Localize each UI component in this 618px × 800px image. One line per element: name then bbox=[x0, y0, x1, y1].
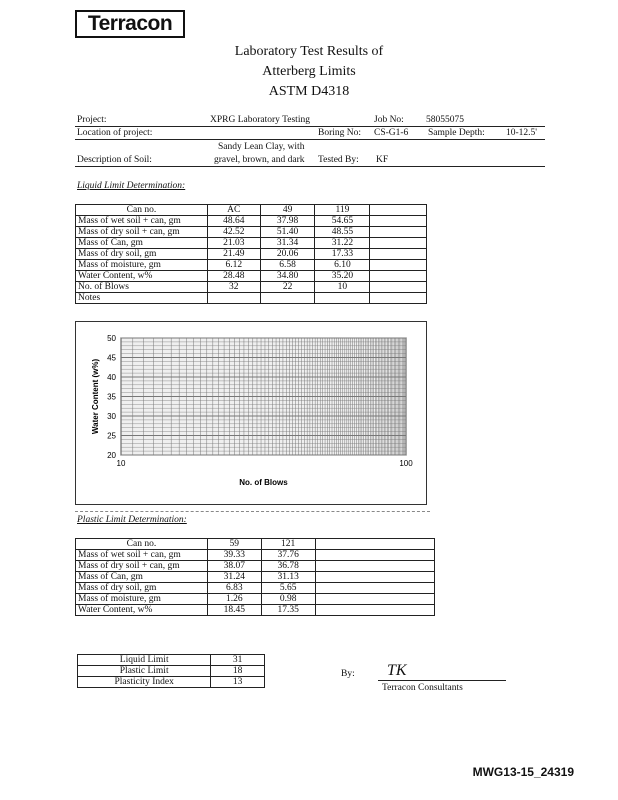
table-cell: Can no. bbox=[76, 539, 208, 550]
table-cell: 5.65 bbox=[261, 583, 315, 594]
table-cell bbox=[315, 550, 434, 561]
table-cell bbox=[315, 539, 434, 550]
y-tick-label: 20 bbox=[107, 451, 116, 460]
table-cell bbox=[315, 583, 434, 594]
depth-label: Sample Depth: bbox=[428, 128, 485, 138]
table-cell: 35.20 bbox=[315, 271, 370, 282]
table-cell bbox=[370, 238, 427, 249]
table-cell: 39.33 bbox=[207, 550, 261, 561]
table-cell: 36.78 bbox=[261, 561, 315, 572]
project-value: XPRG Laboratory Testing bbox=[210, 115, 310, 125]
header-rule-1 bbox=[75, 126, 545, 127]
table-row bbox=[76, 293, 427, 304]
table-cell: 6.58 bbox=[260, 260, 315, 271]
table-cell: 6.10 bbox=[315, 260, 370, 271]
table-cell bbox=[207, 293, 260, 304]
job-label: Job No: bbox=[374, 115, 404, 125]
y-tick-label: 45 bbox=[107, 353, 116, 363]
table-cell bbox=[370, 282, 427, 293]
table-cell: 54.65 bbox=[315, 216, 370, 227]
table-row bbox=[76, 227, 427, 238]
table-cell: 17.35 bbox=[261, 605, 315, 616]
table-cell: 31.34 bbox=[260, 238, 315, 249]
liquid-limit-table bbox=[75, 204, 427, 304]
table-cell: 20.06 bbox=[260, 249, 315, 260]
soil-description-line-2: gravel, brown, and dark bbox=[214, 155, 305, 165]
plastic-limit-section-title: Plastic Limit Determination: bbox=[77, 515, 187, 525]
table-cell: Mass of wet soil + can, gm bbox=[76, 216, 208, 227]
flow-curve-chart bbox=[76, 322, 426, 504]
table-row bbox=[76, 249, 427, 260]
table-cell: 28.48 bbox=[207, 271, 260, 282]
table-cell: 121 bbox=[261, 539, 315, 550]
table-cell: 18 bbox=[211, 666, 265, 677]
table-cell: 10 bbox=[315, 282, 370, 293]
signature-initials: TK bbox=[387, 662, 407, 679]
table-cell: 42.52 bbox=[207, 227, 260, 238]
x-tick-label: 10 bbox=[116, 459, 126, 468]
table-cell: 31 bbox=[211, 655, 265, 666]
table-cell: Liquid Limit bbox=[78, 655, 211, 666]
atterberg-summary-table bbox=[77, 654, 265, 688]
table-cell: Mass of dry soil + can, gm bbox=[76, 561, 208, 572]
table-row bbox=[76, 605, 435, 616]
table-cell: 59 bbox=[207, 539, 261, 550]
table-cell: 37.98 bbox=[260, 216, 315, 227]
table-cell: Mass of dry soil, gm bbox=[76, 249, 208, 260]
table-header-row bbox=[76, 205, 427, 216]
table-row bbox=[76, 282, 427, 293]
table-cell bbox=[370, 216, 427, 227]
table-cell: 21.03 bbox=[207, 238, 260, 249]
description-label: Description of Soil: bbox=[77, 155, 152, 165]
header-rule-3 bbox=[75, 166, 545, 167]
table-cell: AC bbox=[207, 205, 260, 216]
table-cell: Mass of moisture, gm bbox=[76, 260, 208, 271]
table-cell: 49 bbox=[260, 205, 315, 216]
table-row bbox=[78, 677, 265, 688]
table-cell: 38.07 bbox=[207, 561, 261, 572]
table-cell: 31.24 bbox=[207, 572, 261, 583]
table-row bbox=[76, 216, 427, 227]
y-axis-label: Water Content (w%) bbox=[91, 358, 100, 435]
table-cell: 17.33 bbox=[315, 249, 370, 260]
table-row bbox=[76, 550, 435, 561]
table-row bbox=[78, 655, 265, 666]
table-cell: 31.22 bbox=[315, 238, 370, 249]
table-cell: 22 bbox=[260, 282, 315, 293]
y-tick-label: 25 bbox=[107, 431, 116, 441]
tested-by-value: KF bbox=[376, 155, 389, 165]
table-cell: Mass of moisture, gm bbox=[76, 594, 208, 605]
header-rule-2 bbox=[75, 139, 545, 140]
table-cell bbox=[260, 293, 315, 304]
boring-value: CS-G1-6 bbox=[374, 128, 409, 138]
x-tick-label: 100 bbox=[399, 459, 413, 468]
project-label: Project: bbox=[77, 115, 107, 125]
table-cell: 31.13 bbox=[261, 572, 315, 583]
y-tick-label: 35 bbox=[107, 392, 116, 402]
table-cell: 51.40 bbox=[260, 227, 315, 238]
location-label: Location of project: bbox=[77, 128, 153, 138]
signature-line bbox=[378, 680, 506, 681]
report-title-line-1: Laboratory Test Results of bbox=[234, 44, 384, 59]
table-row bbox=[76, 271, 427, 282]
table-row bbox=[76, 561, 435, 572]
table-cell bbox=[370, 205, 427, 216]
table-cell bbox=[370, 293, 427, 304]
table-cell: Mass of dry soil + can, gm bbox=[76, 227, 208, 238]
table-cell: Mass of wet soil + can, gm bbox=[76, 550, 208, 561]
table-cell: 37.76 bbox=[261, 550, 315, 561]
job-value: 58055075 bbox=[426, 115, 464, 125]
table-cell bbox=[315, 561, 434, 572]
table-cell bbox=[370, 249, 427, 260]
soil-description-line-1: Sandy Lean Clay, with bbox=[218, 142, 305, 152]
table-cell: 0.98 bbox=[261, 594, 315, 605]
flow-curve-chart-frame bbox=[75, 321, 427, 505]
report-title-line-2: Atterberg Limits bbox=[262, 64, 356, 79]
document-id: MWG13-15_24319 bbox=[472, 765, 574, 779]
company-name: Terracon Consultants bbox=[382, 683, 463, 693]
table-cell: Water Content, w% bbox=[76, 271, 208, 282]
x-axis-label: No. of Blows bbox=[239, 478, 288, 487]
table-cell bbox=[370, 260, 427, 271]
table-cell: 6.83 bbox=[207, 583, 261, 594]
table-row bbox=[76, 583, 435, 594]
table-cell bbox=[370, 271, 427, 282]
y-tick-label: 50 bbox=[107, 334, 116, 343]
table-row bbox=[78, 666, 265, 677]
table-cell bbox=[315, 605, 434, 616]
table-cell bbox=[315, 572, 434, 583]
y-tick-label: 40 bbox=[107, 373, 116, 382]
table-cell bbox=[315, 594, 434, 605]
table-cell: 1.26 bbox=[207, 594, 261, 605]
table-cell: Water Content, w% bbox=[76, 605, 208, 616]
table-cell: 18.45 bbox=[207, 605, 261, 616]
y-tick-label: 30 bbox=[107, 412, 116, 421]
liquid-limit-section-title: Liquid Limit Determination: bbox=[77, 181, 186, 191]
table-cell: No. of Blows bbox=[76, 282, 208, 293]
section-divider bbox=[75, 511, 430, 512]
by-label: By: bbox=[341, 669, 355, 679]
table-cell: Mass of Can, gm bbox=[76, 238, 208, 249]
table-cell: 48.64 bbox=[207, 216, 260, 227]
table-header-row bbox=[76, 539, 435, 550]
table-cell: 6.12 bbox=[207, 260, 260, 271]
company-logo: Terracon bbox=[75, 10, 185, 38]
table-cell: Plasticity Index bbox=[78, 677, 211, 688]
table-cell: 13 bbox=[211, 677, 265, 688]
table-row bbox=[76, 238, 427, 249]
table-cell: 32 bbox=[207, 282, 260, 293]
report-title-line-3: ASTM D4318 bbox=[268, 84, 350, 99]
table-cell: 48.55 bbox=[315, 227, 370, 238]
table-row bbox=[76, 594, 435, 605]
tested-by-label: Tested By: bbox=[318, 155, 359, 165]
table-cell: 119 bbox=[315, 205, 370, 216]
table-row bbox=[76, 572, 435, 583]
table-row bbox=[76, 260, 427, 271]
table-cell: Mass of Can, gm bbox=[76, 572, 208, 583]
table-cell: Can no. bbox=[76, 205, 208, 216]
plastic-limit-table bbox=[75, 538, 435, 616]
table-cell: 34.80 bbox=[260, 271, 315, 282]
table-cell: Notes bbox=[76, 293, 208, 304]
table-cell bbox=[370, 227, 427, 238]
depth-value: 10-12.5' bbox=[506, 128, 538, 138]
table-cell: 21.49 bbox=[207, 249, 260, 260]
table-cell: Plastic Limit bbox=[78, 666, 211, 677]
boring-label: Boring No: bbox=[318, 128, 362, 138]
table-cell: Mass of dry soil, gm bbox=[76, 583, 208, 594]
table-cell bbox=[315, 293, 370, 304]
